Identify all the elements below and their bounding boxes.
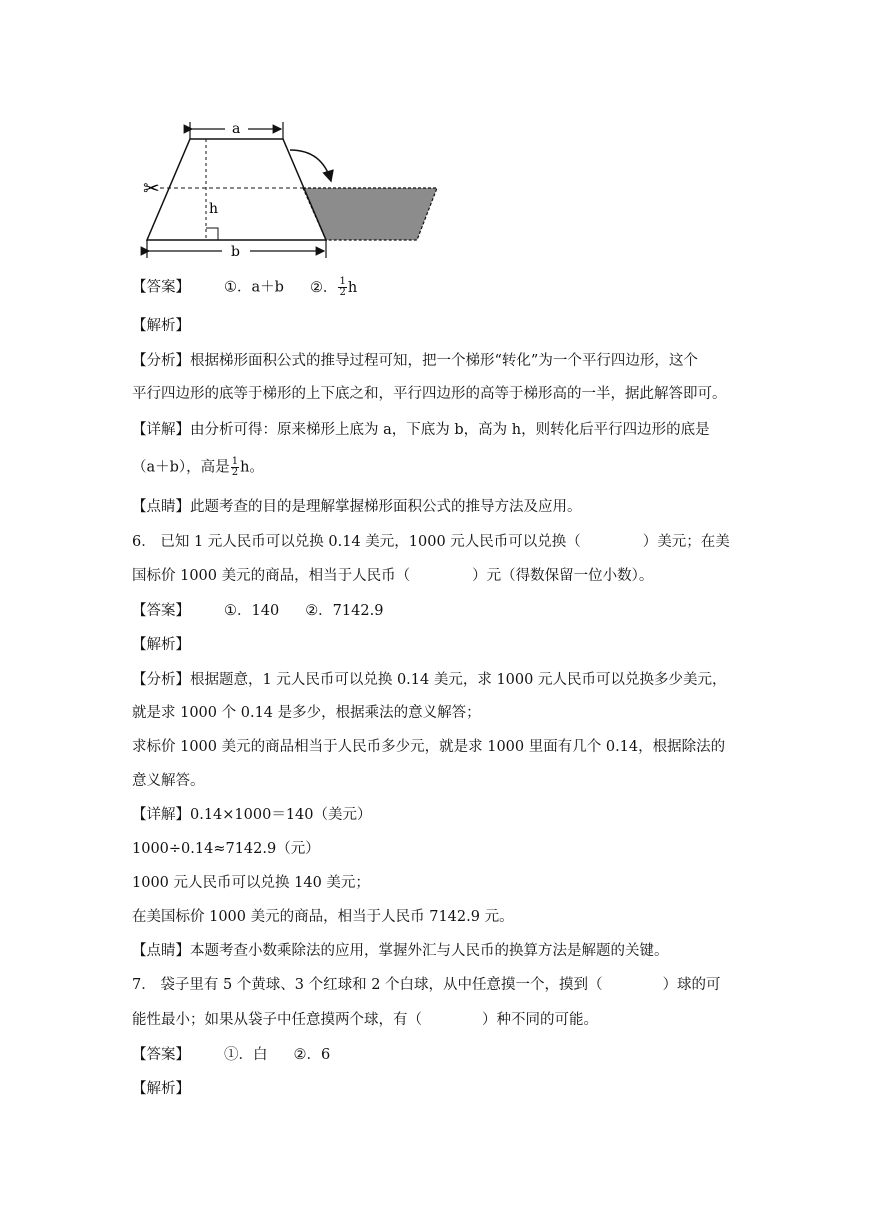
label-b: b	[231, 244, 240, 260]
answer-tag: 【答案】	[132, 279, 190, 296]
answer-1: ①．a＋b	[224, 279, 284, 296]
label-h: h	[209, 201, 219, 217]
q6-fenxi-line3: 求标价 1000 美元的商品相当于人民币多少元，就是求 1000 里面有几个 0.14，根据除法的	[132, 739, 726, 755]
q7-question-line1: 7． 袋子里有 5 个黄球、3 个红球和 2 个白球，从中任意摸一个，摸到（ ）球的可	[132, 977, 721, 993]
answer-1: ①．140	[224, 603, 280, 619]
q5-fenxi-line2: 平行四边形的底等于梯形的上下底之和，平行四边形的高等于梯形高的一半，据此解答即可。	[132, 386, 727, 402]
q6-xiangjie-line3: 1000 元人民币可以兑换 140 美元；	[132, 875, 370, 891]
q6-jiexi: 【解析】	[132, 637, 190, 653]
answer-2: ②．6	[293, 1047, 331, 1063]
q6-answer-line: 【答案】 ①．140 ②．7142.9	[132, 603, 384, 619]
answer-2: ②． $\frac{1}{2}$ h	[309, 276, 358, 298]
scissors-icon: ✂	[143, 176, 160, 200]
q5-xiangjie-line1: 【详解】由分析可得：原来梯形上底为 a，下底为 b，高为 h，则转化后平行四边形的底是	[132, 422, 710, 438]
q6-fenxi-line2: 就是求 1000 个 0.14 是多少，根据乘法的意义解答；	[132, 705, 481, 721]
q6-question-line2: 国标价 1000 美元的商品，相当于人民币（ ）元（得数保留一位小数）。	[132, 568, 654, 584]
q5-xiangjie-line2: （a＋b），高是 $\frac{1}{2}$ h。	[132, 456, 264, 478]
trapezoid	[147, 139, 326, 240]
q6-xiangjie-line2: 1000÷0.14≈7142.9（元）	[132, 841, 320, 857]
q5-dianjing: 【点睛】此题考查的目的是理解掌握梯形面积公式的推导方法及应用。	[132, 499, 582, 515]
answer-2: ②．7142.9	[305, 603, 384, 619]
answer-1: ①．白	[224, 1047, 268, 1063]
label-a: a	[232, 121, 241, 137]
q6-fenxi-line1: 【分析】根据题意，1 元人民币可以兑换 0.14 美元，求 1000 元人民币可以兑换多少美元，	[132, 672, 727, 688]
q6-xiangjie-line1: 【详解】0.14×1000＝140（美元）	[132, 807, 372, 823]
q6-fenxi-line4: 意义解答。	[132, 773, 205, 789]
q7-answer-line: 【答案】 ①．白 ②．6	[132, 1047, 331, 1063]
q6-dianjing: 【点睛】本题考查小数乘除法的应用，掌握外汇与人民币的换算方法是解题的关键。	[132, 943, 669, 959]
q7-question-line2: 能性最小；如果从袋子中任意摸两个球，有（ ）种不同的可能。	[132, 1012, 598, 1028]
q5-answer-line	[132, 277, 357, 298]
q6-question-line1: 6． 已知 1 元人民币可以兑换 0.14 美元，1000 元人民币可以兑换（ ）美元；在美	[132, 534, 730, 550]
trapezoid-diagram	[0, 0, 869, 280]
q7-jiexi: 【解析】	[132, 1081, 190, 1097]
q6-xiangjie-line4: 在美国标价 1000 美元的商品，相当于人民币 7142.9 元。	[132, 909, 514, 925]
q5-fenxi-line1: 【分析】根据梯形面积公式的推导过程可知，把一个梯形“转化”为一个平行四边形，这个	[132, 353, 698, 369]
q5-jiexi: 【解析】	[132, 318, 190, 334]
